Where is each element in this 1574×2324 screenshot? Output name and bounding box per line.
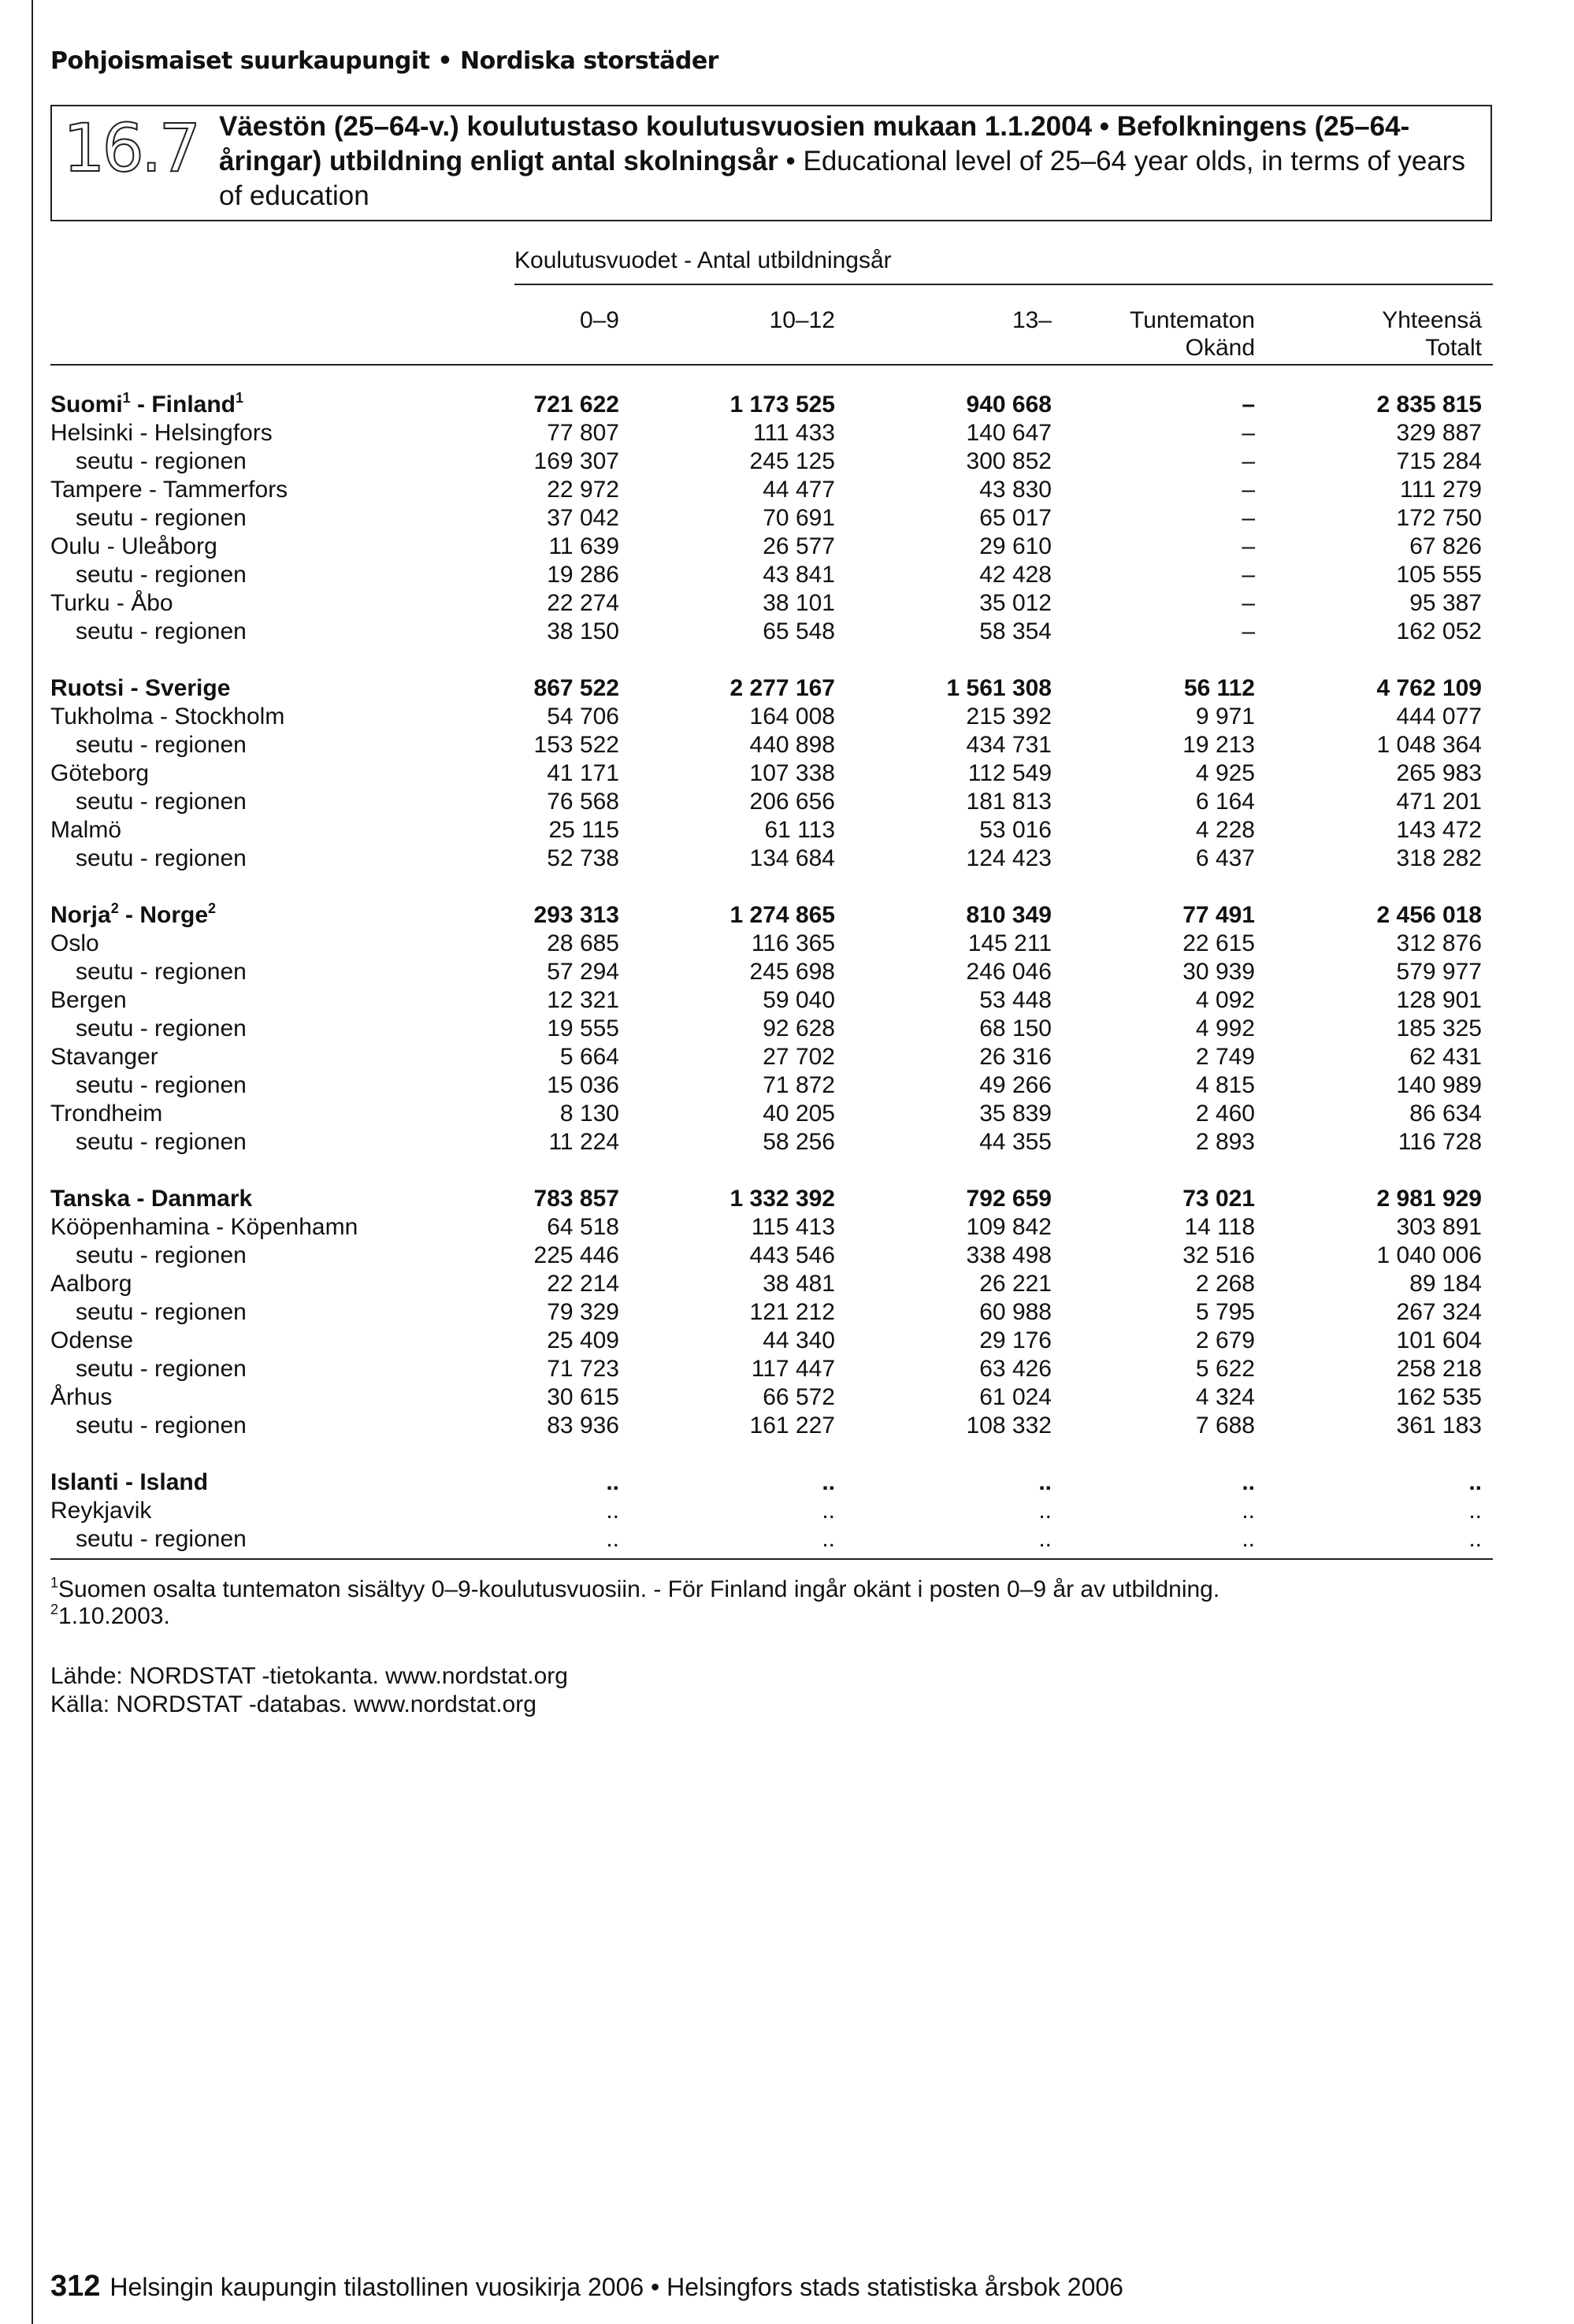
cell-col-2: 124 423 bbox=[966, 845, 1052, 871]
cell-col-2: 44 355 bbox=[979, 1129, 1052, 1155]
cell-col-3: .. bbox=[1242, 1469, 1255, 1495]
cell-col-1: 164 008 bbox=[749, 704, 835, 729]
cell-col-2: 60 988 bbox=[979, 1299, 1052, 1325]
cell-col-3: 4 992 bbox=[1195, 1015, 1255, 1041]
cell-col-4: 95 387 bbox=[1409, 590, 1482, 616]
row-label: Suomi$^1$ - Finland$^1$ bbox=[50, 390, 244, 418]
cell-col-0: 28 685 bbox=[547, 930, 619, 956]
cell-col-4: 2 981 929 bbox=[1376, 1186, 1482, 1212]
row-label: Helsinki - Helsingfors bbox=[50, 420, 273, 446]
cell-col-2: 792 659 bbox=[966, 1186, 1052, 1212]
country-row bbox=[0, 901, 1574, 930]
cell-col-1: 116 365 bbox=[751, 930, 835, 956]
cell-col-4: 1 048 364 bbox=[1376, 732, 1482, 758]
cell-col-2: 810 349 bbox=[966, 902, 1052, 928]
cell-col-4: .. bbox=[1468, 1498, 1482, 1524]
row-label: Islanti - Island bbox=[50, 1469, 209, 1495]
cell-col-3: 56 112 bbox=[1183, 675, 1255, 701]
cell-col-1: 43 841 bbox=[763, 562, 835, 588]
cell-col-0: 721 622 bbox=[533, 392, 619, 418]
cell-col-3: 30 939 bbox=[1182, 959, 1255, 985]
cell-col-4: 128 901 bbox=[1396, 987, 1482, 1013]
cell-col-2: 108 332 bbox=[966, 1413, 1052, 1439]
row-label: Aalborg bbox=[50, 1271, 132, 1297]
cell-col-4: 329 887 bbox=[1396, 420, 1482, 446]
cell-col-2: 215 392 bbox=[966, 704, 1052, 729]
cell-col-2: .. bbox=[1038, 1469, 1052, 1495]
cell-col-4: 172 750 bbox=[1396, 505, 1482, 531]
cell-col-3: 6 437 bbox=[1195, 845, 1255, 871]
cell-col-0: 5 664 bbox=[559, 1044, 619, 1070]
cell-col-2: 246 046 bbox=[966, 959, 1052, 985]
table-row bbox=[0, 1071, 1574, 1100]
table-row bbox=[0, 1327, 1574, 1355]
cell-col-0: 57 294 bbox=[547, 959, 619, 985]
table-row bbox=[0, 561, 1574, 589]
cell-col-1: .. bbox=[822, 1526, 835, 1552]
cell-col-3: – bbox=[1242, 505, 1255, 531]
cell-col-0: 22 972 bbox=[547, 477, 619, 503]
cell-col-3: 9 971 bbox=[1195, 704, 1255, 729]
cell-col-2: 49 266 bbox=[979, 1072, 1052, 1098]
title-en: Educational level of 25–64 year olds, in terms of years of education bbox=[219, 146, 1465, 211]
column-subheader-4: Totalt bbox=[1425, 335, 1482, 361]
cell-col-1: 40 205 bbox=[763, 1101, 835, 1127]
row-label: seutu - regionen bbox=[76, 1242, 247, 1268]
cell-col-4: 143 472 bbox=[1396, 817, 1482, 843]
cell-col-0: 293 313 bbox=[533, 902, 619, 928]
cell-col-3: – bbox=[1242, 533, 1255, 559]
cell-col-3: – bbox=[1242, 618, 1255, 644]
cell-col-3: 2 460 bbox=[1195, 1101, 1255, 1127]
row-label: Tampere - Tammerfors bbox=[50, 477, 288, 503]
row-label: Bergen bbox=[50, 987, 127, 1013]
row-label: seutu - regionen bbox=[76, 1015, 247, 1041]
cell-col-4: 715 284 bbox=[1396, 448, 1482, 474]
cell-col-4: 2 835 815 bbox=[1376, 392, 1482, 418]
cell-col-1: 26 577 bbox=[763, 533, 835, 559]
cell-col-3: 5 795 bbox=[1195, 1299, 1255, 1325]
table-row bbox=[0, 1213, 1574, 1242]
table-row bbox=[0, 759, 1574, 788]
row-label: Oulu - Uleåborg bbox=[50, 533, 217, 559]
cell-col-1: 71 872 bbox=[763, 1072, 835, 1098]
table-row bbox=[0, 788, 1574, 816]
cell-col-3: – bbox=[1242, 392, 1255, 418]
footer-text: Helsingin kaupungin tilastollinen vuosikirja 2006 • Helsingfors stads statistiska årsbok 2006 bbox=[110, 2273, 1123, 2301]
row-label: seutu - regionen bbox=[76, 845, 247, 871]
cell-col-2: 1 561 308 bbox=[946, 675, 1052, 701]
cell-col-4: 258 218 bbox=[1396, 1356, 1482, 1382]
cell-col-4: 140 989 bbox=[1396, 1072, 1482, 1098]
cell-col-4: 444 077 bbox=[1396, 704, 1482, 729]
footnote-2: $^2$1.10.2003. bbox=[50, 1602, 170, 1629]
row-label: seutu - regionen bbox=[76, 1356, 247, 1382]
cell-col-2: 181 813 bbox=[966, 789, 1052, 815]
cell-col-3: 4 092 bbox=[1195, 987, 1255, 1013]
table-row bbox=[0, 504, 1574, 533]
column-header-2: 13– bbox=[1012, 307, 1052, 333]
cell-col-4: 579 977 bbox=[1396, 959, 1482, 985]
source-fi: Lähde: NORDSTAT -tietokanta. www.nordstat.org bbox=[50, 1663, 568, 1689]
cell-col-0: 169 307 bbox=[533, 448, 619, 474]
cell-col-0: .. bbox=[606, 1498, 619, 1524]
row-label: seutu - regionen bbox=[76, 1072, 247, 1098]
cell-col-4: 62 431 bbox=[1409, 1044, 1482, 1070]
table-row bbox=[0, 1270, 1574, 1298]
cell-col-0: 83 936 bbox=[547, 1413, 619, 1439]
cell-col-3: – bbox=[1242, 448, 1255, 474]
row-label: Göteborg bbox=[50, 760, 150, 786]
row-label: seutu - regionen bbox=[76, 1299, 247, 1325]
row-label: Kööpenhamina - Köpenhamn bbox=[50, 1214, 358, 1240]
cell-col-3: 77 491 bbox=[1182, 902, 1255, 928]
cell-col-4: 1 040 006 bbox=[1376, 1242, 1482, 1268]
table-row bbox=[0, 816, 1574, 845]
cell-col-1: 107 338 bbox=[749, 760, 835, 786]
cell-col-0: .. bbox=[606, 1469, 619, 1495]
cell-col-1: 38 481 bbox=[763, 1271, 835, 1297]
cell-col-4: 116 728 bbox=[1398, 1129, 1482, 1155]
table-row bbox=[0, 589, 1574, 618]
cell-col-3: 19 213 bbox=[1182, 732, 1255, 758]
title-fi: Väestön (25–64-v.) koulutustaso koulutusvuosien mukaan 1.1.2004 bbox=[219, 111, 1093, 142]
cell-col-1: .. bbox=[822, 1498, 835, 1524]
cell-col-2: 940 668 bbox=[966, 392, 1052, 418]
cell-col-2: .. bbox=[1038, 1526, 1052, 1552]
cell-col-0: 54 706 bbox=[547, 704, 619, 729]
cell-col-3: – bbox=[1242, 420, 1255, 446]
page-number: 312 bbox=[50, 2270, 101, 2303]
title-sep-2: • bbox=[778, 146, 804, 176]
cell-col-0: 783 857 bbox=[533, 1186, 619, 1212]
cell-col-4: 265 983 bbox=[1396, 760, 1482, 786]
row-label: Reykjavik bbox=[50, 1498, 152, 1524]
cell-col-2: 35 839 bbox=[979, 1101, 1052, 1127]
cell-col-4: 89 184 bbox=[1409, 1271, 1482, 1297]
page-header: Pohjoismaiset suurkaupungit • Nordiska storstäder bbox=[50, 47, 718, 75]
table-title-box bbox=[50, 105, 1492, 221]
cell-col-2: 338 498 bbox=[966, 1242, 1052, 1268]
cell-col-2: 434 731 bbox=[966, 732, 1052, 758]
row-label: seutu - regionen bbox=[76, 505, 247, 531]
cell-col-3: 2 893 bbox=[1195, 1129, 1255, 1155]
cell-col-4: 101 604 bbox=[1396, 1327, 1482, 1353]
cell-col-1: 27 702 bbox=[763, 1044, 835, 1070]
cell-col-2: 35 012 bbox=[979, 590, 1052, 616]
table-row bbox=[0, 618, 1574, 646]
cell-col-1: 61 113 bbox=[764, 817, 835, 843]
cell-col-2: 109 842 bbox=[966, 1214, 1052, 1240]
row-label: Oslo bbox=[50, 930, 99, 956]
cell-col-1: 245 698 bbox=[749, 959, 835, 985]
cell-col-1: 44 477 bbox=[763, 477, 835, 503]
cell-col-3: 73 021 bbox=[1182, 1186, 1255, 1212]
cell-col-4: 2 456 018 bbox=[1376, 902, 1482, 928]
table-bottom-rule bbox=[50, 1558, 1493, 1560]
cell-col-0: 38 150 bbox=[547, 618, 619, 644]
cell-col-3: 5 622 bbox=[1195, 1356, 1255, 1382]
cell-col-2: 53 016 bbox=[979, 817, 1052, 843]
row-label: seutu - regionen bbox=[76, 448, 247, 474]
country-row bbox=[0, 1468, 1574, 1497]
cell-col-1: 1 173 525 bbox=[729, 392, 835, 418]
cell-col-0: 19 286 bbox=[547, 562, 619, 588]
row-label: Norja$^2$ - Norge$^2$ bbox=[50, 900, 217, 928]
cell-col-0: 11 639 bbox=[548, 533, 619, 559]
cell-col-3: 4 925 bbox=[1195, 760, 1255, 786]
cell-col-3: 22 615 bbox=[1182, 930, 1255, 956]
cell-col-0: 8 130 bbox=[559, 1101, 619, 1127]
cell-col-0: 225 446 bbox=[533, 1242, 619, 1268]
cell-col-3: 2 679 bbox=[1195, 1327, 1255, 1353]
table-row bbox=[0, 1043, 1574, 1071]
cell-col-0: 12 321 bbox=[547, 987, 619, 1013]
cell-col-2: 29 176 bbox=[979, 1327, 1052, 1353]
cell-col-0: 25 115 bbox=[548, 817, 619, 843]
row-label: Turku - Åbo bbox=[50, 590, 173, 616]
row-label: Ruotsi - Sverige bbox=[50, 675, 231, 701]
cell-col-3: – bbox=[1242, 562, 1255, 588]
column-header-1: 10–12 bbox=[769, 307, 835, 333]
row-label: seutu - regionen bbox=[76, 732, 247, 758]
cell-col-0: 22 274 bbox=[547, 590, 619, 616]
cell-col-1: 66 572 bbox=[763, 1384, 835, 1410]
cell-col-3: 2 749 bbox=[1195, 1044, 1255, 1070]
cell-col-2: 112 549 bbox=[967, 760, 1052, 786]
country-row bbox=[0, 391, 1574, 419]
row-label: Århus bbox=[50, 1384, 113, 1410]
cell-col-2: 140 647 bbox=[966, 420, 1052, 446]
cell-col-1: .. bbox=[822, 1469, 835, 1495]
cell-col-4: 111 279 bbox=[1400, 477, 1482, 503]
header-rule bbox=[50, 364, 1493, 366]
table-row bbox=[0, 958, 1574, 986]
cell-col-1: 111 433 bbox=[753, 420, 835, 446]
column-header-0: 0–9 bbox=[579, 307, 619, 333]
cell-col-4: 162 535 bbox=[1396, 1384, 1482, 1410]
cell-col-3: – bbox=[1242, 590, 1255, 616]
cell-col-1: 1 332 392 bbox=[729, 1186, 835, 1212]
table-title bbox=[219, 110, 1486, 213]
cell-col-1: 206 656 bbox=[749, 789, 835, 815]
cell-col-0: 25 409 bbox=[547, 1327, 619, 1353]
cell-col-2: 43 830 bbox=[979, 477, 1052, 503]
table-row bbox=[0, 703, 1574, 731]
cell-col-2: 63 426 bbox=[979, 1356, 1052, 1382]
table-number: 16.7 bbox=[63, 110, 199, 187]
table-row bbox=[0, 1383, 1574, 1412]
cell-col-3: 4 228 bbox=[1195, 817, 1255, 843]
source-sv: Källa: NORDSTAT -databas. www.nordstat.org bbox=[50, 1691, 536, 1717]
cell-col-0: 867 522 bbox=[533, 675, 619, 701]
column-header-3: Tuntematon bbox=[1130, 307, 1255, 333]
cell-col-4: 185 325 bbox=[1396, 1015, 1482, 1041]
cell-col-1: 58 256 bbox=[763, 1129, 835, 1155]
cell-col-0: 79 329 bbox=[547, 1299, 619, 1325]
table-row bbox=[0, 845, 1574, 873]
cell-col-4: 471 201 bbox=[1396, 789, 1482, 815]
page-footer bbox=[50, 2270, 1123, 2303]
cell-col-1: 2 277 167 bbox=[729, 675, 835, 701]
cell-col-1: 38 101 bbox=[763, 590, 835, 616]
table-row bbox=[0, 419, 1574, 447]
cell-col-4: 86 634 bbox=[1409, 1101, 1482, 1127]
cell-col-4: 4 762 109 bbox=[1376, 675, 1482, 701]
cell-col-2: 145 211 bbox=[967, 930, 1052, 956]
table-row bbox=[0, 986, 1574, 1015]
cell-col-2: 26 221 bbox=[979, 1271, 1052, 1297]
row-label: seutu - regionen bbox=[76, 959, 247, 985]
cell-col-0: 41 171 bbox=[547, 760, 619, 786]
cell-col-2: 26 316 bbox=[979, 1044, 1052, 1070]
cell-col-4: 312 876 bbox=[1396, 930, 1482, 956]
cell-col-0: 37 042 bbox=[547, 505, 619, 531]
cell-col-3: 4 324 bbox=[1195, 1384, 1255, 1410]
cell-col-3: 32 516 bbox=[1182, 1242, 1255, 1268]
cell-col-0: .. bbox=[606, 1526, 619, 1552]
cell-col-4: .. bbox=[1468, 1469, 1482, 1495]
footnote-1: $^1$Suomen osalta tuntematon sisältyy 0–9-koulutusvuosiin. - För Finland ingår okänt i posten 0–9 år av utbildning. bbox=[50, 1575, 1220, 1602]
table-row bbox=[0, 731, 1574, 759]
title-sep-1: • bbox=[1092, 111, 1117, 142]
country-row bbox=[0, 1185, 1574, 1213]
cell-col-3: 2 268 bbox=[1195, 1271, 1255, 1297]
table-row bbox=[0, 1242, 1574, 1270]
cell-col-1: 59 040 bbox=[763, 987, 835, 1013]
table-row bbox=[0, 1525, 1574, 1554]
cell-col-0: 11 224 bbox=[548, 1129, 619, 1155]
cell-col-2: 61 024 bbox=[979, 1384, 1052, 1410]
row-label: Malmö bbox=[50, 817, 122, 843]
cell-col-0: 22 214 bbox=[547, 1271, 619, 1297]
cell-col-3: .. bbox=[1242, 1526, 1255, 1552]
row-label: Odense bbox=[50, 1327, 134, 1353]
row-label: seutu - regionen bbox=[76, 562, 247, 588]
cell-col-1: 70 691 bbox=[763, 505, 835, 531]
cell-col-4: 105 555 bbox=[1396, 562, 1482, 588]
cell-col-4: 303 891 bbox=[1396, 1214, 1482, 1240]
row-label: seutu - regionen bbox=[76, 789, 247, 815]
row-label: seutu - regionen bbox=[76, 1526, 247, 1552]
cell-col-0: 64 518 bbox=[547, 1214, 619, 1240]
cell-col-1: 134 684 bbox=[749, 845, 835, 871]
cell-col-2: 300 852 bbox=[966, 448, 1052, 474]
cell-col-3: 7 688 bbox=[1195, 1413, 1255, 1439]
cell-col-1: 92 628 bbox=[763, 1015, 835, 1041]
row-label: Stavanger bbox=[50, 1044, 158, 1070]
column-group-label: Koulutusvuodet - Antal utbildningsår bbox=[514, 247, 892, 273]
cell-col-3: 4 815 bbox=[1195, 1072, 1255, 1098]
margin-line bbox=[32, 0, 33, 2324]
column-header-4: Yhteensä bbox=[1382, 307, 1482, 333]
cell-col-1: 1 274 865 bbox=[729, 902, 835, 928]
table-row bbox=[0, 1015, 1574, 1043]
table-row bbox=[0, 447, 1574, 476]
cell-col-4: 67 826 bbox=[1409, 533, 1482, 559]
row-label: seutu - regionen bbox=[76, 1129, 247, 1155]
cell-col-1: 115 413 bbox=[751, 1214, 835, 1240]
cell-col-2: 42 428 bbox=[979, 562, 1052, 588]
table-row bbox=[0, 1497, 1574, 1525]
cell-col-3: .. bbox=[1242, 1498, 1255, 1524]
column-group-rule bbox=[514, 284, 1493, 285]
cell-col-0: 77 807 bbox=[547, 420, 619, 446]
cell-col-2: 68 150 bbox=[979, 1015, 1052, 1041]
table-row bbox=[0, 1355, 1574, 1383]
cell-col-2: 65 017 bbox=[979, 505, 1052, 531]
title-sv: Befolkningens (25–64-åringar) utbildning enligt antal skolningsår bbox=[219, 111, 1410, 176]
cell-col-4: 318 282 bbox=[1396, 845, 1482, 871]
cell-col-1: 44 340 bbox=[763, 1327, 835, 1353]
cell-col-0: 71 723 bbox=[547, 1356, 619, 1382]
cell-col-2: 29 610 bbox=[979, 533, 1052, 559]
table-row bbox=[0, 1298, 1574, 1327]
cell-col-2: .. bbox=[1038, 1498, 1052, 1524]
table-row bbox=[0, 1128, 1574, 1156]
row-label: Tukholma - Stockholm bbox=[50, 704, 285, 729]
row-label: seutu - regionen bbox=[76, 618, 247, 644]
cell-col-0: 52 738 bbox=[547, 845, 619, 871]
cell-col-1: 161 227 bbox=[749, 1413, 835, 1439]
cell-col-1: 245 125 bbox=[749, 448, 835, 474]
cell-col-1: 121 212 bbox=[749, 1299, 835, 1325]
cell-col-1: 65 548 bbox=[763, 618, 835, 644]
cell-col-0: 30 615 bbox=[547, 1384, 619, 1410]
table-row bbox=[0, 476, 1574, 504]
column-subheader-3: Okänd bbox=[1185, 335, 1255, 361]
cell-col-0: 15 036 bbox=[547, 1072, 619, 1098]
row-label: seutu - regionen bbox=[76, 1413, 247, 1439]
cell-col-3: – bbox=[1242, 477, 1255, 503]
cell-col-1: 440 898 bbox=[749, 732, 835, 758]
cell-col-4: .. bbox=[1468, 1526, 1482, 1552]
cell-col-1: 117 447 bbox=[751, 1356, 835, 1382]
country-row bbox=[0, 674, 1574, 703]
cell-col-2: 53 448 bbox=[979, 987, 1052, 1013]
cell-col-3: 14 118 bbox=[1184, 1214, 1255, 1240]
cell-col-0: 19 555 bbox=[547, 1015, 619, 1041]
table-row bbox=[0, 930, 1574, 958]
table-row bbox=[0, 1412, 1574, 1440]
cell-col-4: 361 183 bbox=[1396, 1413, 1482, 1439]
table-row bbox=[0, 533, 1574, 561]
cell-col-0: 76 568 bbox=[547, 789, 619, 815]
row-label: Tanska - Danmark bbox=[50, 1186, 253, 1212]
cell-col-4: 162 052 bbox=[1396, 618, 1482, 644]
cell-col-2: 58 354 bbox=[979, 618, 1052, 644]
table-row bbox=[0, 1100, 1574, 1128]
row-label: Trondheim bbox=[50, 1101, 163, 1127]
cell-col-1: 443 546 bbox=[749, 1242, 835, 1268]
cell-col-3: 6 164 bbox=[1195, 789, 1255, 815]
cell-col-0: 153 522 bbox=[533, 732, 619, 758]
cell-col-4: 267 324 bbox=[1396, 1299, 1482, 1325]
